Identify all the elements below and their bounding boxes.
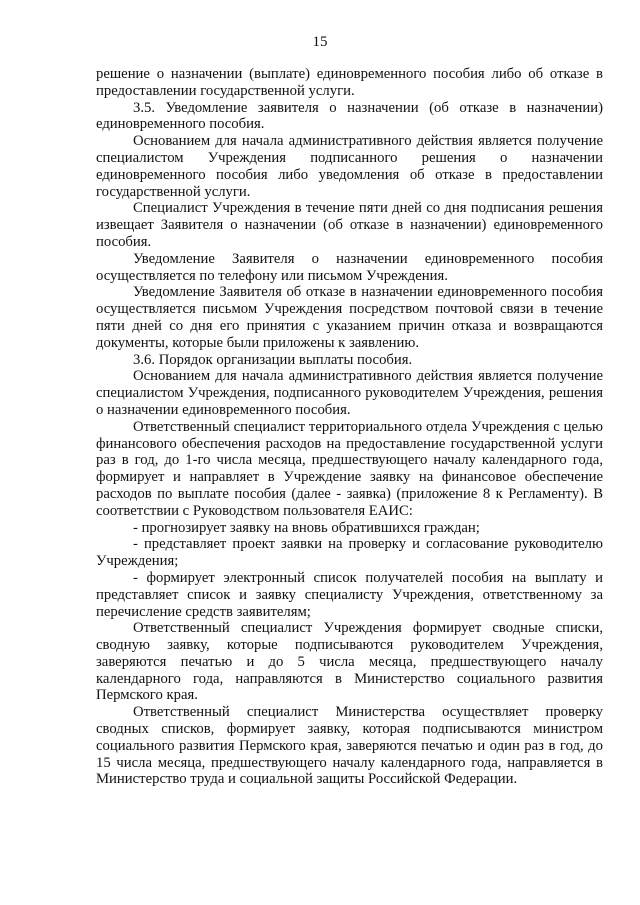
paragraph: Ответственный специалист Министерства осуществляет проверку сводных списков, формирует заявку, которая подписываются министром социального развития Пермского края, заверяются печатью и один раз в год, до 15 числа месяца, предшествующего началу календарного года, направляется в Министерство труда и социальной защиты Российской Федерации.: [96, 704, 603, 788]
paragraph: Специалист Учреждения в течение пяти дней со дня подписания решения извещает Заявителя о назначении (об отказе в назначении) единовременного пособия.: [96, 200, 603, 250]
paragraph: - представляет проект заявки на проверку и согласование руководителю Учреждения;: [96, 536, 603, 570]
paragraph: - прогнозирует заявку на вновь обратившихся граждан;: [133, 519, 480, 536]
document-body: [96, 66, 603, 788]
paragraph: 3.5. Уведомление заявителя о назначении (об отказе в назначении) единовременного пособия.: [96, 99, 603, 133]
paragraph: 3.6. Порядок организации выплаты пособия.: [133, 351, 413, 368]
paragraph: Уведомление Заявителя об отказе в назначении единовременного пособия осуществляется письмом Учреждения посредством почтовой связи в течение пяти дней со дня его принятия с указанием причин отказа и возвращаются документы, которые были приложены к заявлению.: [96, 284, 603, 351]
page-number: 15: [312, 34, 328, 50]
paragraph: Ответственный специалист Учреждения формирует сводные списки, сводную заявку, которые подписываются руководителем Учреждения, заверяются печатью и до 5 числа месяца, предшествующего началу календарного года, направляются в Министерство социального развития Пермского края.: [96, 620, 603, 704]
paragraph: Уведомление Заявителя о назначении единовременного пособия осуществляется по телефону или письмом Учреждения.: [96, 250, 603, 284]
paragraph: решение о назначении (выплате) единовременного пособия либо об отказе в предоставлении государственной услуги.: [96, 66, 603, 99]
paragraph: Основанием для начала административного действия является получение специалистом Учреждения, подписанного руководителем Учреждения, решения о назначении единовременного пособия.: [96, 368, 603, 418]
paragraph: - формирует электронный список получателей пособия на выплату и представляет список и заявку специалисту Учреждения, ответственному за перечисление средств заявителям;: [96, 569, 603, 620]
paragraph: Ответственный специалист территориального отдела Учреждения с целью финансового обеспечения расходов на предоставление государственной услуги раз в год, до 1-го числа месяца, предшествующего началу календарного года, формирует и направляет в Учреждение заявку на финансовое обеспечение расходов по выплате пособия (далее - заявка) (приложение 8 к Регламенту). В соответствии с Руководством пользователя ЕАИС:: [96, 418, 603, 519]
paragraph: Основанием для начала административного действия является получение специалистом Учреждения подписанного решения о назначении единовременного пособия либо уведомления об отказе в предоставлении государственной услуги.: [96, 133, 603, 200]
